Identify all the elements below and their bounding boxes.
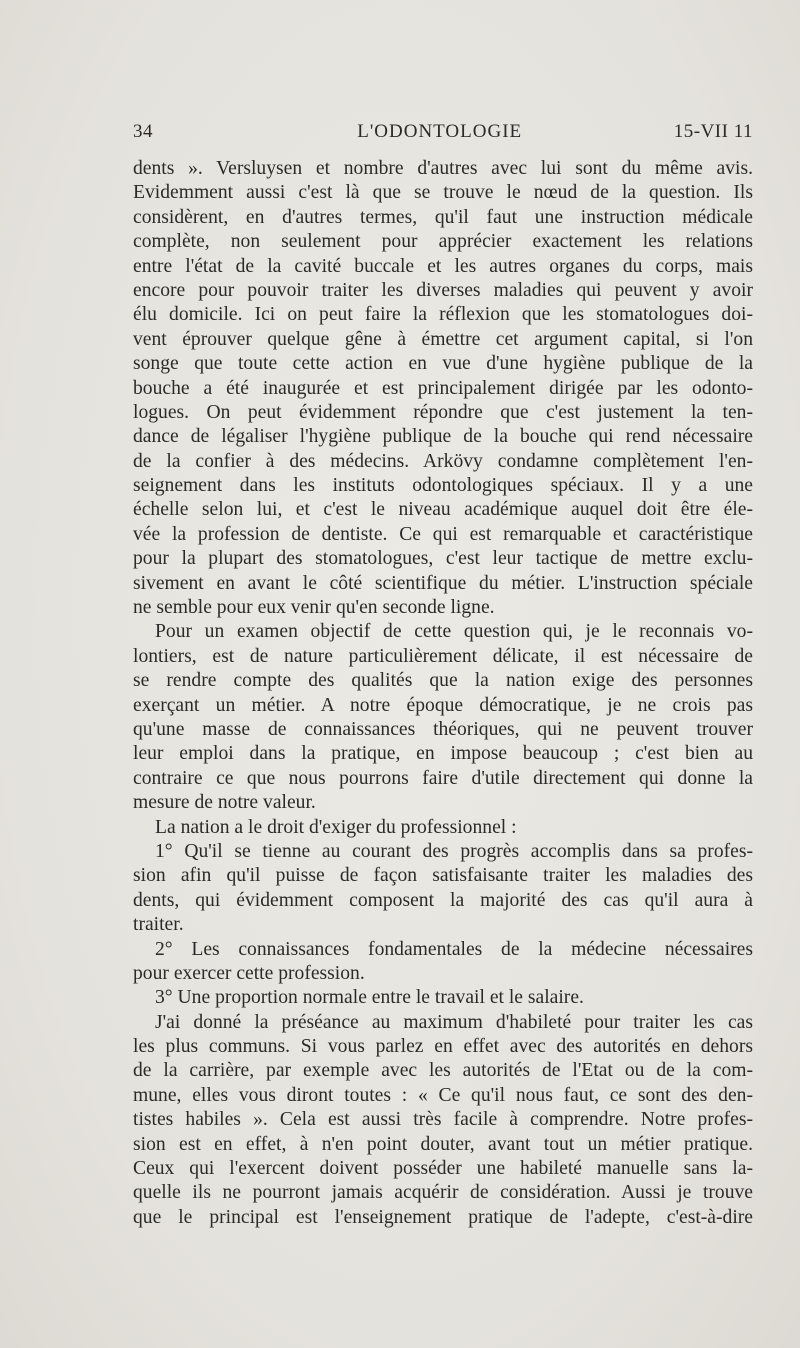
text-line: Pour un examen objectif de cette question qui, je le reconnais vo- (155, 621, 753, 643)
text-line: logues. On peut évidemment répondre que c'est justement la ten- (133, 401, 753, 423)
text-line: vent éprouver quelque gêne à émettre cet argument capital, si l'on (133, 328, 753, 350)
text-line: échelle selon lui, et c'est le niveau académique auquel doit être éle- (133, 499, 753, 521)
running-head (133, 121, 753, 149)
page-number: 34 (133, 121, 153, 142)
text-line: dents, qui évidemment composent la majorité des cas qu'il aura à (133, 889, 753, 911)
journal-title: L'ODONTOLOGIE (357, 121, 523, 142)
text-line: complète, non seulement pour apprécier exactement les relations (133, 231, 753, 253)
text-line: sion afin qu'il puisse de façon satisfaisante traiter les maladies des (133, 865, 753, 887)
text-line: contraire ce que nous pourrons faire d'utile directement qui donne la (133, 767, 753, 789)
issue-date: 15-VII 11 (673, 121, 753, 142)
text-line: seignement dans les instituts odontologiques spéciaux. Il y a une (133, 475, 753, 497)
text-line: 1° Qu'il se tienne au courant des progrès accomplis dans sa profes- (155, 840, 753, 862)
text-line: La nation a le droit d'exiger du professionnel : (155, 816, 517, 838)
text-line: de la confier à des médecins. Arkövy condamne complètement l'en- (133, 450, 753, 472)
text-line: dance de légaliser l'hygiène publique de la bouche qui rend nécessaire (133, 426, 753, 448)
text-line: bouche a été inaugurée et est principalement dirigée par les odonto- (133, 377, 753, 399)
text-line: considèrent, en d'autres termes, qu'il faut une instruction médicale (133, 206, 753, 228)
text-line: encore pour pouvoir traiter les diverses maladies qui peuvent y avoir (133, 279, 753, 301)
text-line: de la carrière, par exemple avec les autorités de l'Etat ou de la com- (133, 1060, 753, 1082)
text-line: Ceux qui l'exercent doivent posséder une habileté manuelle sans la- (133, 1158, 753, 1180)
text-line: sion est en effet, à n'en point douter, avant tout un métier pratique. (133, 1133, 753, 1155)
text-line: exerçant un métier. A notre époque démocratique, je ne crois pas (133, 694, 753, 716)
text-line: quelle ils ne pourront jamais acquérir de considération. Aussi je trouve (133, 1182, 753, 1204)
text-line: vée la profession de dentiste. Ce qui est remarquable et caractéristique (133, 523, 753, 545)
text-line: tistes habiles ». Cela est aussi très facile à comprendre. Notre profes- (133, 1109, 753, 1131)
text-line: élu domicile. Ici on peut faire la réflexion que les stomatologues doi- (133, 304, 753, 326)
text-line: leur emploi dans la pratique, en impose beaucoup ; c'est bien au (133, 743, 753, 765)
text-line: pour exercer cette profession. (133, 962, 365, 984)
text-line: traiter. (133, 914, 184, 936)
text-line: mesure de notre valeur. (133, 792, 316, 814)
text-line: que le principal est l'enseignement pratique de l'adepte, c'est-à-dire (133, 1206, 753, 1228)
text-line: qu'une masse de connaissances théoriques, qui ne peuvent trouver (133, 718, 753, 740)
text-line: ne semble pour eux venir qu'en seconde ligne. (133, 597, 495, 619)
text-line: mune, elles vous diront toutes : « Ce qu'il nous faut, ce sont des den- (133, 1084, 753, 1106)
text-line: dents ». Versluysen et nombre d'autres avec lui sont du même avis. (133, 158, 753, 179)
text-line: 3° Une proportion normale entre le travail et le salaire. (155, 987, 584, 1009)
text-line: les plus communs. Si vous parlez en effet avec des autorités en dehors (133, 1036, 753, 1058)
text-line: 2° Les connaissances fondamentales de la médecine nécessaires (155, 938, 753, 960)
text-line: lontiers, est de nature particulièrement délicate, il est nécessaire de (133, 645, 753, 667)
text-line: se rendre compte des qualités que la nation exige des personnes (133, 670, 753, 692)
text-line: Evidemment aussi c'est là que se trouve le nœud de la question. Ils (133, 182, 753, 204)
text-line: entre l'état de la cavité buccale et les autres organes du corps, mais (133, 255, 753, 277)
body-text (133, 157, 753, 1230)
text-line: sivement en avant le côté scientifique du métier. L'instruction spéciale (133, 572, 753, 594)
text-line: J'ai donné la préséance au maximum d'habileté pour traiter les cas (155, 1011, 753, 1033)
text-line: songe que toute cette action en vue d'une hygiène publique de la (133, 353, 753, 375)
text-line: pour la plupart des stomatologues, c'est leur tactique de mettre exclu- (133, 548, 753, 570)
